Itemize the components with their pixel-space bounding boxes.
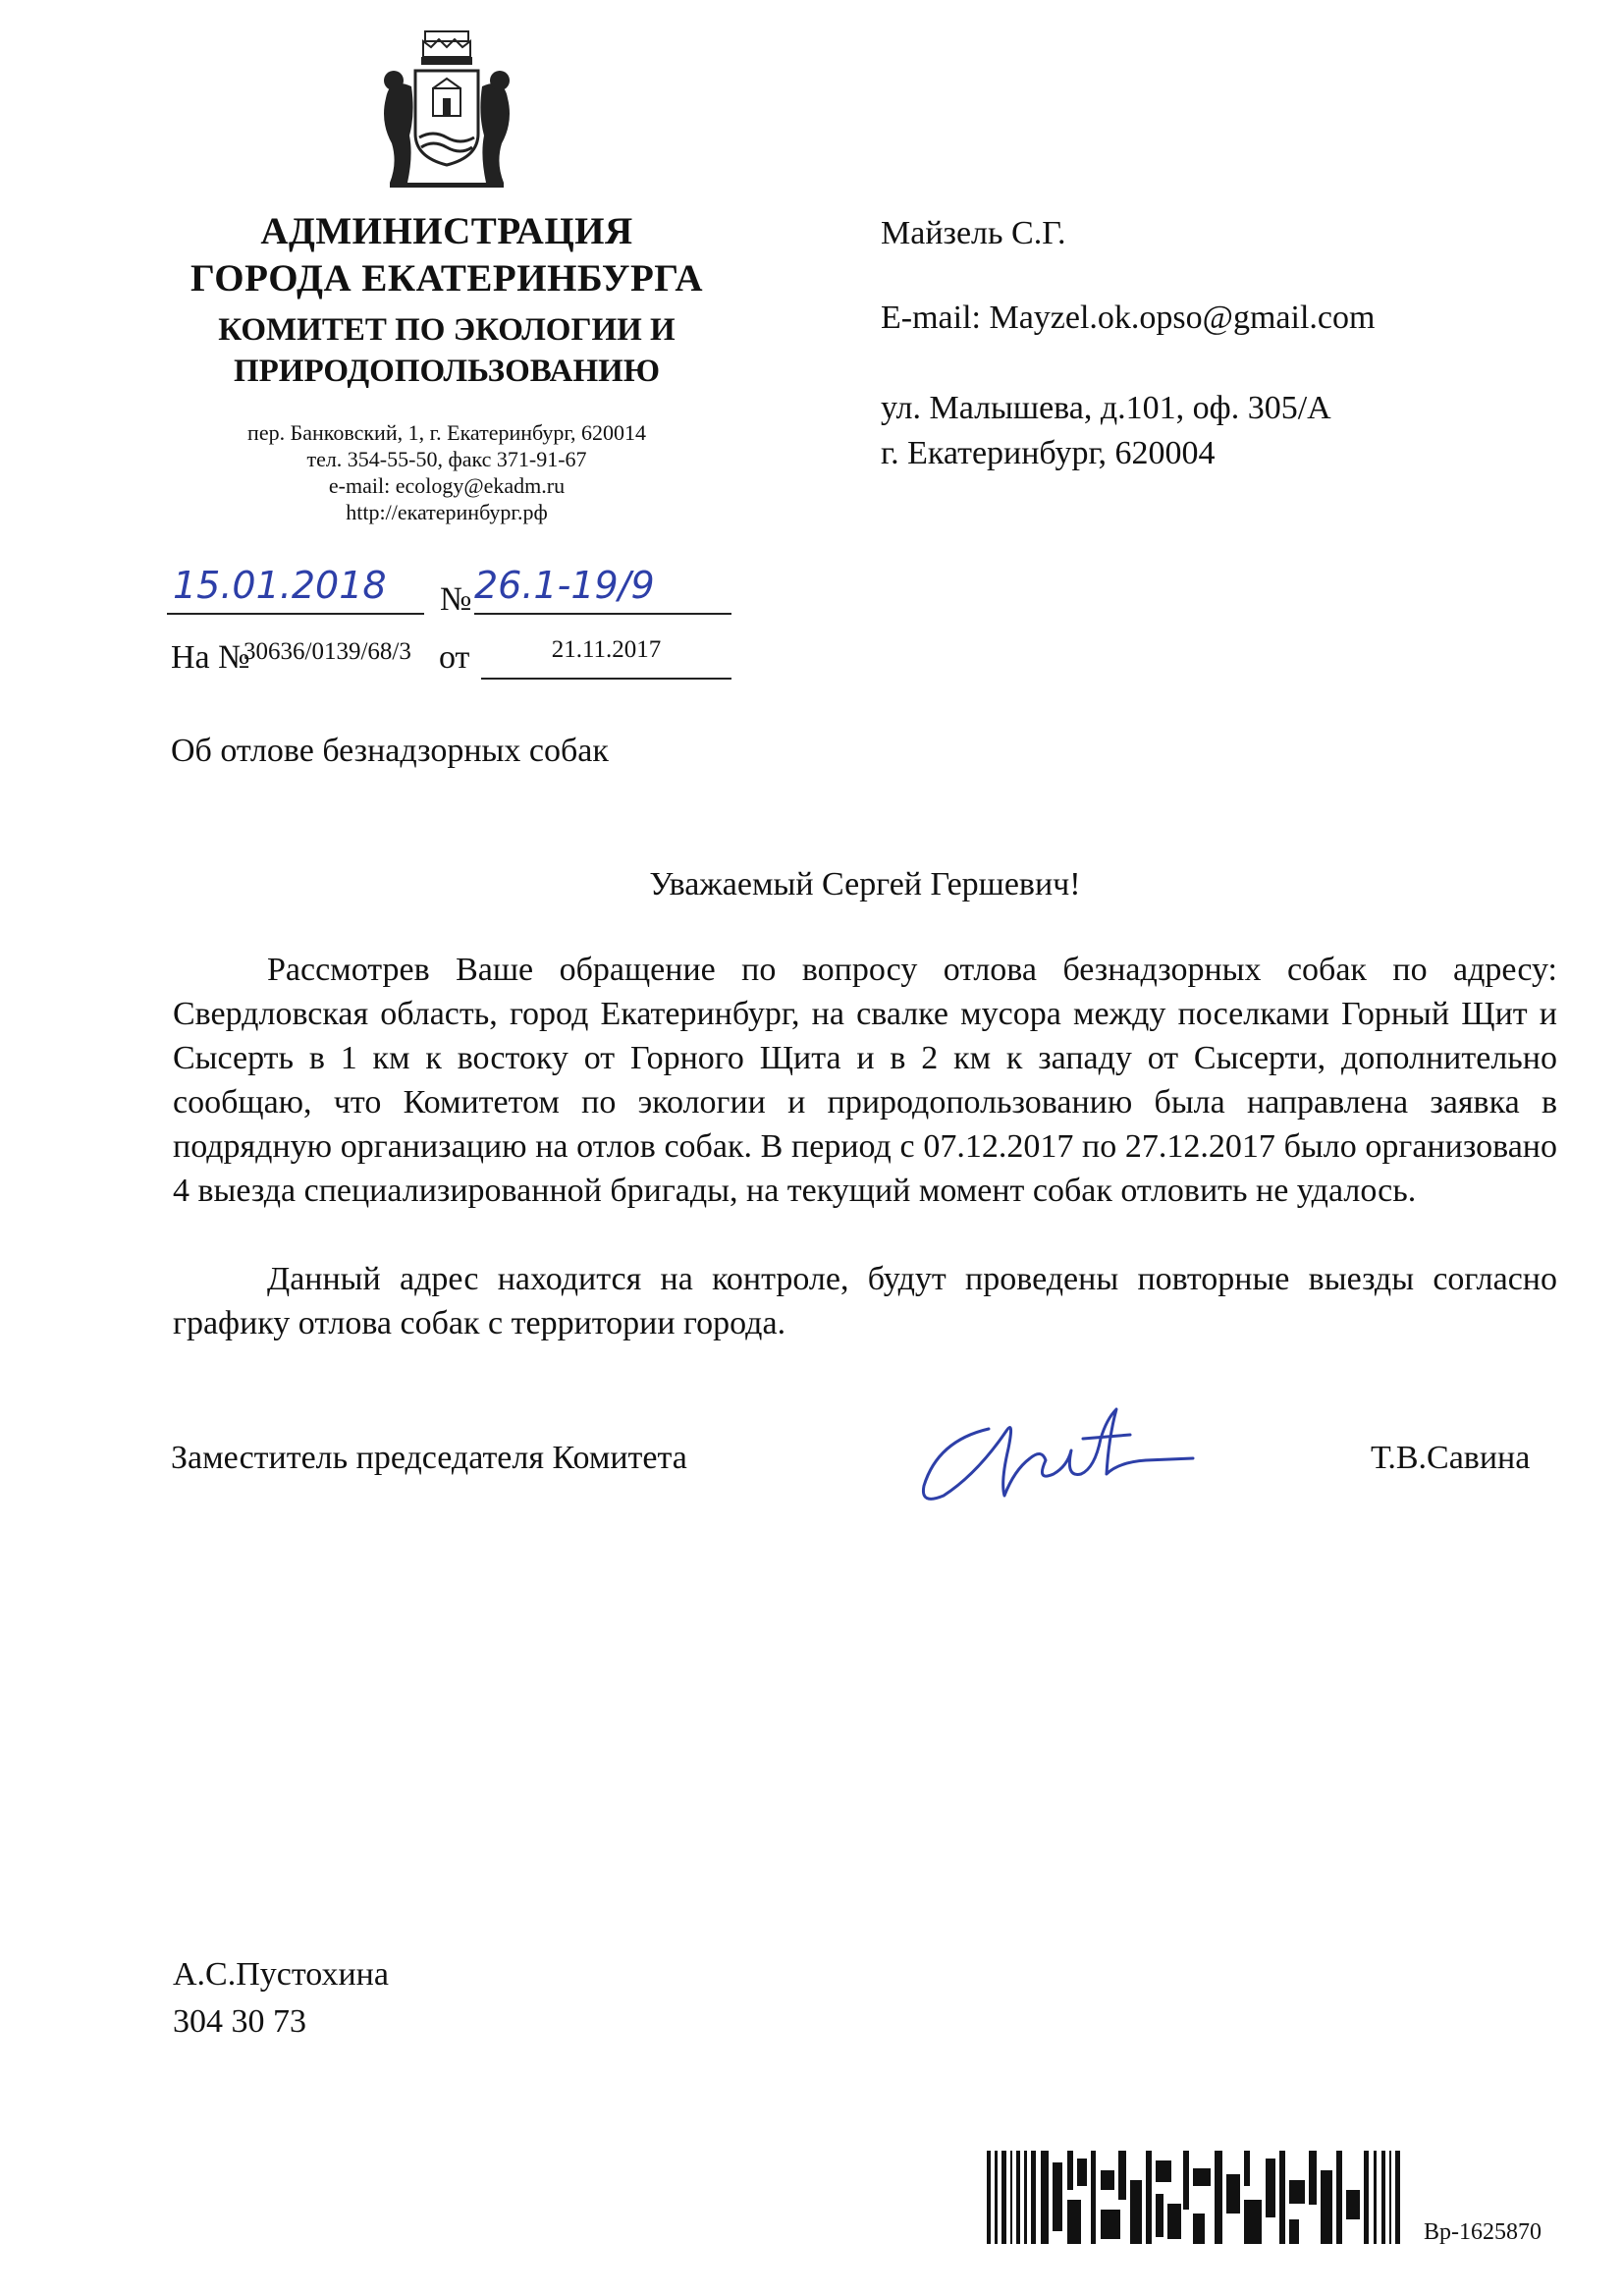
outgoing-number: 26.1-19/9 [474,564,655,607]
outgoing-date: 15.01.2018 [173,564,387,607]
org-email: e-mail: ecology@ekadm.ru [328,473,566,498]
in-reply-label: На № [171,639,250,676]
org-website: http://екатеринбург.рф [346,500,548,524]
recipient-name: Майзель С.Г. [881,215,1066,251]
letter-subject: Об отлове безнадзорных собак [171,733,609,769]
datamatrix-barcode-icon [987,2151,1409,2244]
in-reply-date: 21.11.2017 [481,636,731,680]
body-paragraph-2 [173,1257,1557,1345]
body-paragraph-2-text: Данный адрес находится на контроле, будут проведены повторные выезды согласно графику отлова собак с территории города. [173,1261,1557,1341]
from-label: от [439,639,470,676]
signatory-position: Заместитель председателя Комитета [171,1440,687,1476]
recipient-street: ул. Малышева, д.101, оф. 305/А [881,390,1331,426]
handwritten-signature-icon [898,1380,1213,1517]
executor-name: А.С.Пустохина [173,1956,389,1993]
department-name-line1: КОМИТЕТ ПО ЭКОЛОГИИ И [218,312,676,348]
signatory-name: Т.В.Савина [1371,1440,1531,1476]
document-code: Вр-1625870 [1424,2219,1542,2245]
body-paragraph-1-text: Рассмотрев Ваше обращение по вопросу отлова безнадзорных собак по адресу: Свердловская область, город Екатеринбург, на свалке мусора между поселками Горный Щит и Сысерть в 1 км к востоку от Горного Щита и в 2 км к западу от Сысерти, дополнительно сообщаю, что Комитетом по экологии и природопользованию была направлена заявка в подрядную организацию на отлов собак. В период с 07.12.2017 по 27.12.2017 было организовано 4 выезда специализированной бригады, на текущий момент собак отловить не удалось. [173,952,1557,1209]
executor-phone: 304 30 73 [173,2003,306,2040]
recipient-city: г. Екатеринбург, 620004 [881,435,1216,471]
org-name-line1: АДМИНИСТРАЦИЯ [260,210,633,252]
body-paragraph-1 [173,948,1557,1213]
outgoing-number-line [474,564,731,615]
org-phone: тел. 354-55-50, факс 371-91-67 [306,447,587,471]
recipient-email: E-mail: Mayzel.ok.opso@gmail.com [881,300,1376,336]
in-reply-number: 30636/0139/68/3 [243,638,411,665]
org-name-line2: ГОРОДА ЕКАТЕРИНБУРГА [189,257,704,300]
coat-of-arms-icon [368,27,525,190]
department-name-line2: ПРИРОДОПОЛЬЗОВАНИЮ [233,354,661,389]
salutation: Уважаемый Сергей Гершевич! [649,866,1081,902]
org-address: пер. Банковский, 1, г. Екатеринбург, 620014 [247,420,646,445]
outgoing-date-line [167,564,424,615]
number-sign: № [440,581,472,618]
